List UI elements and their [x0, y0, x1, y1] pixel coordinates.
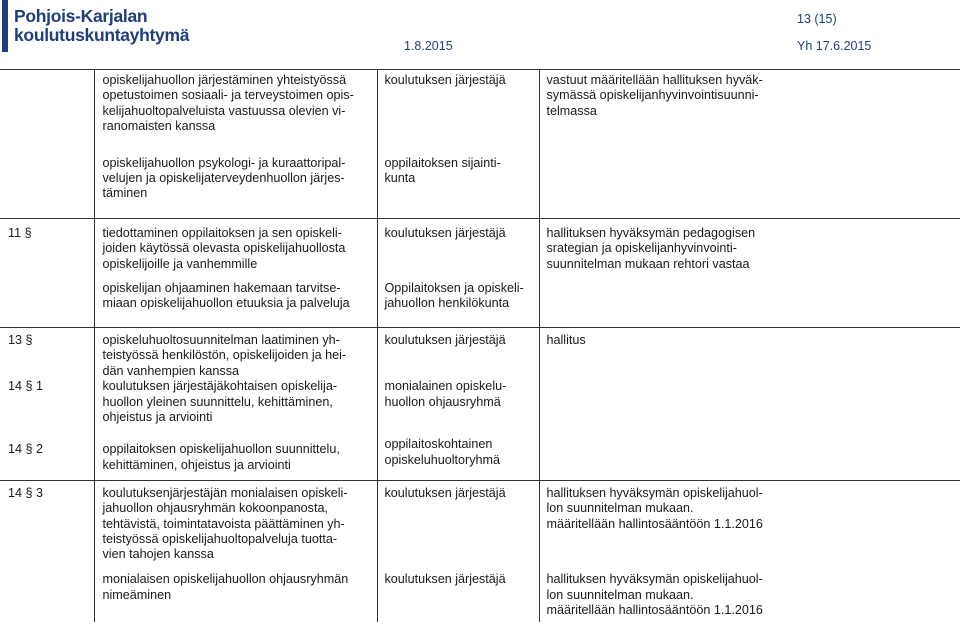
note-text: hallituksen hyväksymän opiskelijahuol- lon suunnitelman mukaan. määritellään hallintosääntöön 1.1.2016: [539, 480, 960, 572]
responsible-party: koulutuksen järjestäjä: [377, 70, 539, 156]
note-text: [539, 281, 960, 328]
section-number: 13 §: [0, 328, 94, 380]
note-text: [539, 156, 960, 219]
section-number: [0, 156, 94, 219]
table-row: [0, 379, 960, 437]
section-number: 14 § 2: [0, 437, 94, 480]
section-number: 11 §: [0, 219, 94, 281]
responsible-party: oppilaitoskohtainen opiskeluhuoltoryhmä: [377, 437, 539, 480]
table-row: [0, 156, 960, 219]
task-text: opiskeluhuoltosuunnitelman laatiminen yh- teistyössä henkilöstön, opiskelijoiden ja hei- dän vanhempien kanssa: [94, 328, 377, 380]
table-row: [0, 281, 960, 328]
task-text: opiskelijan ohjaaminen hakemaan tarvitse- miaan opiskelijahuollon etuuksia ja palveluja: [94, 281, 377, 328]
responsible-party: koulutuksen järjestäjä: [377, 480, 539, 572]
note-text: hallituksen hyväksymän opiskelijahuol- lon suunnitelman mukaan. määritellään hallintosääntöön 1.1.2016: [546, 572, 763, 618]
document-version: Yh 17.6.2015: [797, 39, 872, 53]
responsibility-table: [0, 69, 960, 622]
note-text: [539, 437, 960, 480]
logo-bar: [2, 0, 8, 52]
section-number: 14 § 3: [0, 480, 94, 572]
note-text: hallitus: [539, 328, 960, 380]
task-text: koulutuksenjärjestäjän monialaisen opiskeli- jahuollon ohjausryhmän kokoonpanosta, tehtävistä, toimintatavoista päättäminen yh- teistyössä opiskelijahuoltopalveluja tuotta- vien tahojen kanssa: [94, 480, 377, 572]
section-number: [0, 70, 94, 156]
section-number: 14 § 1: [0, 379, 94, 437]
logo-text-line2: koulutuskuntayhtymä: [14, 25, 190, 45]
responsible-party: oppilaitoksen sijainti- kunta: [377, 156, 539, 219]
responsible-party: koulutuksen järjestäjä: [377, 219, 539, 281]
document-date: 1.8.2015: [404, 39, 453, 53]
section-number: [0, 572, 94, 622]
task-text: opiskelijahuollon psykologi- ja kuraattoripal- velujen ja opiskelijaterveydenhuollon järjes- täminen: [94, 156, 377, 219]
responsible-party: koulutuksen järjestäjä: [377, 572, 539, 622]
task-text: tiedottaminen oppilaitoksen ja sen opiskeli- joiden käytössä olevasta opiskelijahuollosta opiskelijoille ja vanhemmille: [94, 219, 377, 281]
table-row: [0, 219, 960, 281]
section-number: [0, 281, 94, 328]
note-text: [539, 379, 960, 437]
table-row: [0, 437, 960, 480]
note-text: vastuut määritellään hallituksen hyväk- symässä opiskelijanhyvinvointisuunni- telmassa: [539, 70, 960, 156]
task-text: monialaisen opiskelijahuollon ohjausryhmän nimeäminen: [94, 572, 377, 622]
task-text: oppilaitoksen opiskelijahuollon suunnittelu, kehittäminen, ohjeistus ja arviointi: [94, 437, 377, 480]
table-row: [0, 70, 960, 156]
note-text: hallituksen hyväksymän pedagogisen srategian ja opiskelijanhyvinvointi- suunnitelman mukaan rehtori vastaa: [539, 219, 960, 281]
responsible-party: koulutuksen järjestäjä: [377, 328, 539, 380]
task-text: koulutuksen järjestäjäkohtaisen opiskelija- huollon yleinen suunnittelu, kehittäminen, ohjeistus ja arviointi: [94, 379, 377, 437]
organization-logo: [2, 0, 202, 52]
responsible-party: Oppilaitoksen ja opiskeli- jahuollon henkilökunta: [377, 281, 539, 328]
table-row: [0, 480, 960, 572]
responsible-party: monialainen opiskelu- huollon ohjausryhmä: [377, 379, 539, 437]
task-text: opiskelijahuollon järjestäminen yhteistyössä opetustoimen sosiaali- ja terveystoimen opis- kelijahuoltopalveluista vastuussa olevien vi- ranomaisten kanssa: [94, 70, 377, 156]
page-number: 13 (15): [797, 12, 837, 26]
table-row: [0, 572, 960, 622]
table-row: [0, 328, 960, 380]
logo-text-line1: Pohjois-Karjalan: [14, 6, 148, 26]
